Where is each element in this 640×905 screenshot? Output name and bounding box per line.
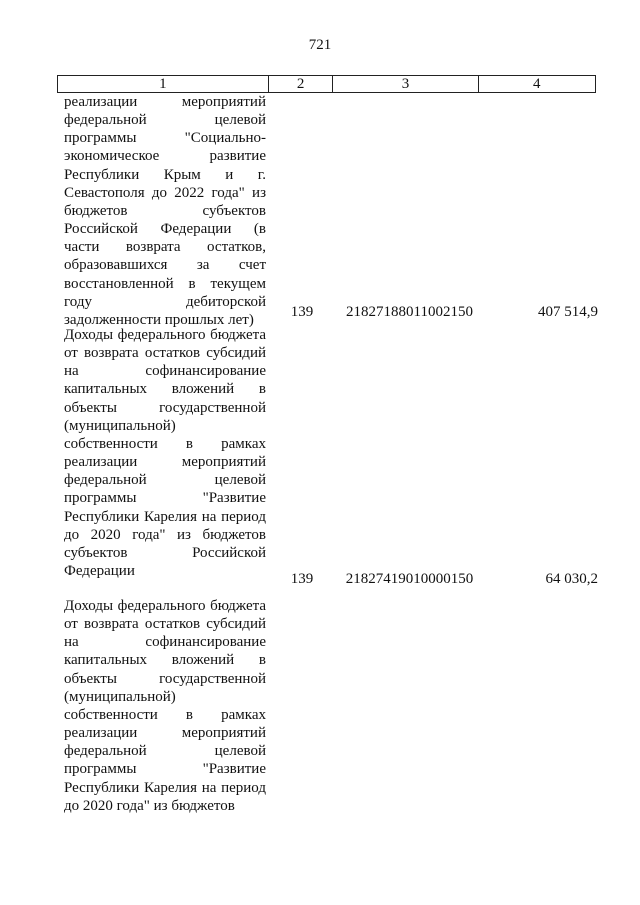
row-code: 139 xyxy=(290,571,314,587)
column-header-3: 3 xyxy=(333,76,478,93)
column-header-2: 2 xyxy=(268,76,333,93)
row-code: 139 xyxy=(290,304,314,320)
row-description: Доходы федерального бюджета от возврата остатков субсидий на софинансирование капитальных вложений в объекты государственной (муниципальной) собственности в рамках реализации мероприятий федеральной целевой программы "Развитие Республики Карелия на период до 2020 года" из бюджетов xyxy=(64,598,266,814)
page-number: 721 xyxy=(308,37,332,53)
column-header-row xyxy=(57,75,596,93)
row-amount: 64 030,2 xyxy=(545,571,598,587)
row-description: Доходы федерального бюджета от возврата остатков субсидий на софинансирование капитальных вложений в объекты государственной (муниципальной) собственности в рамках реализации мероприятий федеральной целевой программы "Развитие Республики Карелия на период до 2020 года" из бюджетов субъектов Российской Федерации xyxy=(64,327,266,580)
row-kbk: 21827188011002150 xyxy=(346,304,473,320)
column-header-1: 1 xyxy=(58,76,269,93)
column-header-4: 4 xyxy=(478,76,595,93)
row-amount: 407 514,9 xyxy=(538,304,598,320)
row-kbk: 21827419010000150 xyxy=(345,571,474,587)
row-description: реализации мероприятий федеральной целевой программы "Социально-экономическое развитие Республики Крым и г. Севастополя до 2022 года" из бюджетов субъектов Российской Федерации (в части возврата остатков, образовавшихся за счет восстановленной в текущем году дебиторской задолженности прошлых лет) xyxy=(64,94,266,328)
